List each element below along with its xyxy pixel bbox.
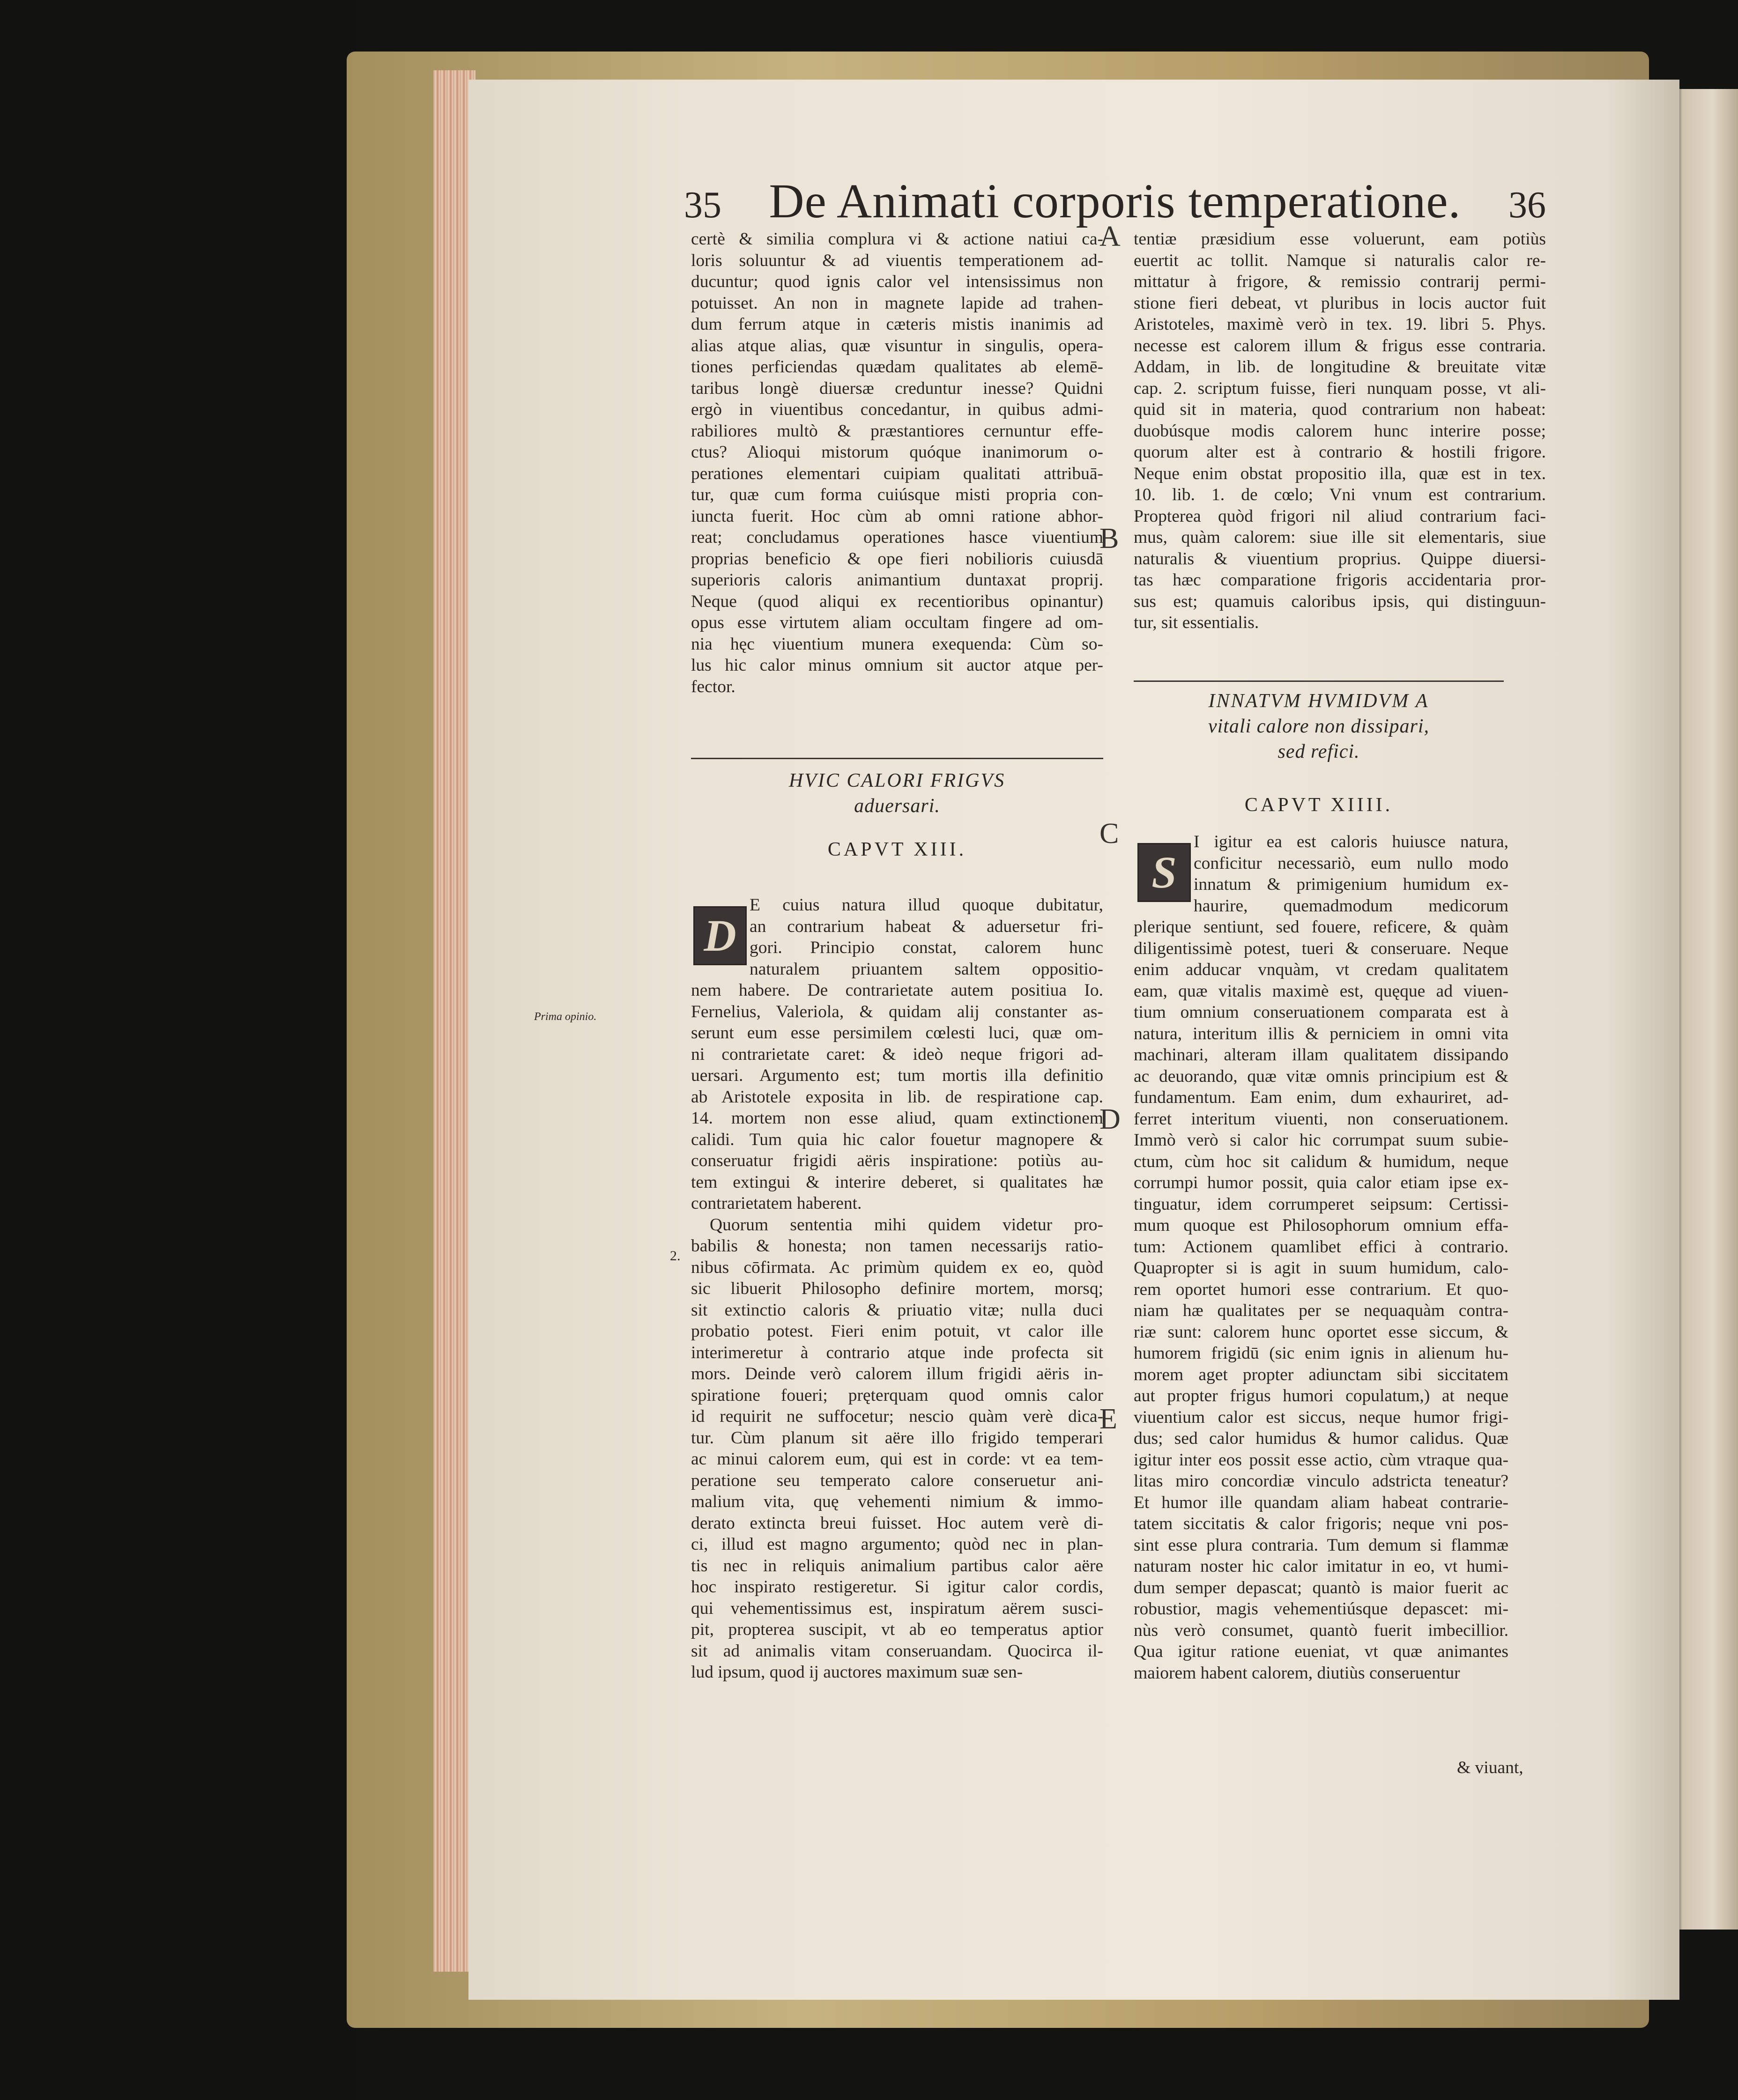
right-column-rule <box>1134 680 1504 682</box>
right-chapter-heading <box>1134 688 1504 764</box>
text-line: E cuius natura illud quoque dubitatur, <box>750 895 1103 915</box>
text-line: malium vita, quę vehementi nimium & immo- <box>691 1492 1103 1511</box>
text-line: potuisset. An non in magnete lapide ad trahen- <box>691 293 1103 313</box>
text-line: calidi. Tum quia hic calor fouetur magnopere & <box>691 1130 1103 1149</box>
facing-page-edge <box>1675 89 1738 1930</box>
text-line: alias atque alias, quæ visuntur in singulis, opera- <box>691 336 1103 355</box>
text-line: lud ipsum, quod ij auctores maximum suæ sen- <box>691 1663 1023 1682</box>
text-line: enim adducar vnquàm, vt credam qualitatem <box>1134 960 1508 979</box>
left-heading-subline: aduersari. <box>854 795 940 817</box>
text-line: ab Aristotele exposita in lib. de respiratione cap. <box>691 1087 1103 1107</box>
text-line: Neque (quod aliqui ex recentioribus opinantur) <box>691 592 1103 611</box>
text-line: loris soluuntur & ad viuentis temperationem ad- <box>691 251 1103 270</box>
text-line: stione fieri debeat, vt pluribus in locis auctor fuit <box>1134 293 1546 313</box>
margin-note-prima-opinio: Prima opinio. <box>534 1011 597 1023</box>
text-line: igitur inter eos possit esse actio, cùm vtraque qua- <box>1134 1450 1508 1470</box>
text-line: sit extinctio caloris & priuatio vitæ; nulla duci <box>691 1300 1103 1320</box>
text-line: cap. 2. scriptum fuisse, fieri nunquam posse, vt ali- <box>1134 378 1546 398</box>
text-line: taribus longè diuersæ creduntur inesse? Quidni <box>691 378 1103 398</box>
text-line: quid sit in materia, quod contrarium non habeat: <box>1134 400 1546 419</box>
text-line: riæ sunt: calorem hunc oportet esse siccum, & <box>1134 1322 1508 1342</box>
text-line: nem habere. De contrarietate autem positiua Io. <box>691 981 1103 1000</box>
initial-letter-s <box>1137 843 1191 902</box>
margin-number: 2. <box>670 1248 681 1264</box>
right-heading-subline-2: sed refici. <box>1278 741 1360 762</box>
text-line: natura, interitum illis & perniciem in omni vita <box>1134 1024 1508 1043</box>
initial-letter-s-glyph: S <box>1151 847 1177 897</box>
text-line: Neque enim obstat propositio illa, quæ est in tex. <box>1134 464 1546 483</box>
initial-letter-d-glyph: D <box>704 910 736 961</box>
text-line: nibus cōfirmata. Ac primùm quidem ex eo, quòd <box>691 1257 1103 1277</box>
section-marker-e: E <box>1099 1403 1117 1435</box>
text-line: lus hic calor minus omnium sit auctor atque per- <box>691 656 1103 675</box>
text-line: Quapropter si is agit in suum humidum, calo- <box>1134 1258 1508 1278</box>
text-line: naturam noster hic calor imitatur in eo, vt humi- <box>1134 1557 1508 1576</box>
text-line: hoc inspirato restigeretur. Si igitur calor cordis, <box>691 1577 1103 1597</box>
text-line: sint esse plura contraria. Tum demum si flammæ <box>1134 1535 1508 1555</box>
right-caput: CAPVT XIIII. <box>1244 794 1393 816</box>
section-marker-c: C <box>1099 818 1119 850</box>
text-line: Aristoteles, maximè verò in tex. 19. libri 5. Phys. <box>1134 315 1546 334</box>
left-body-block <box>691 980 1103 1683</box>
text-line: Quorum sententia mihi quidem videtur pro- <box>710 1215 1103 1235</box>
text-line: dum semper depascat; quantò is maior fuerit ac <box>1134 1578 1508 1597</box>
text-line: I igitur ea est caloris huiusce natura, <box>1194 832 1508 851</box>
text-line: corrumpi humor possit, quia calor etiam ipse ex- <box>1134 1173 1508 1192</box>
text-line: contrarietatem haberent. <box>691 1194 862 1213</box>
text-line: uersari. Argumento est; tum mortis illa definitio <box>691 1066 1103 1085</box>
text-line: eam, quæ vitalis maximè est, quęque ad viuen- <box>1134 981 1508 1001</box>
text-line: sic libuerit Philosopho definire mortem, morsq; <box>691 1279 1103 1298</box>
right-column-top <box>1134 229 1546 634</box>
text-line: an contrarium habeat & aduersetur fri- <box>750 917 1103 936</box>
text-line: spiratione foueri; pręterquam quod omnis calor <box>691 1385 1103 1405</box>
text-line: tur. Cùm planum sit aëre illo frigido temperari <box>691 1428 1103 1448</box>
text-line: perationes elementari cuipiam qualitati attribuā- <box>691 464 1103 483</box>
text-line: ergò in viuentibus concedantur, in quibus admi- <box>691 400 1103 419</box>
right-body-block <box>1134 917 1508 1684</box>
text-line: 14. mortem non esse aliud, quam extinctionem <box>691 1109 1103 1128</box>
text-line: tinguatur, idem corrumperet seipsum: Certissi- <box>1134 1194 1508 1214</box>
text-line: nia hęc viuentium munera exequenda: Cùm so- <box>691 634 1103 654</box>
right-heading-line: INNATVM HVMIDVM A <box>1208 690 1429 712</box>
text-line: quorum alter est à contrario & hostili frigore. <box>1134 443 1546 462</box>
text-line: tium omnium conseruationem comparata est à <box>1134 1003 1508 1022</box>
text-line: mum quoque est Philosophorum omnium effa- <box>1134 1216 1508 1235</box>
text-line: haurire, quemadmodum medicorum <box>1194 896 1508 916</box>
text-line: id requirit ne suffocetur; nescio quàm verè dica- <box>691 1407 1103 1426</box>
text-line: Et humor ille quandam aliam habeat contrarie- <box>1134 1493 1508 1512</box>
initial-letter-d <box>693 906 747 965</box>
section-marker-b: B <box>1099 523 1119 555</box>
text-line: nùs verò consumet, quantò fuerit imbecillior. <box>1134 1620 1508 1640</box>
text-line: tas hæc comparatione frigoris accidentaria pror- <box>1134 570 1546 590</box>
text-line: peratione seu temperato calore conseruetur ani- <box>691 1471 1103 1490</box>
left-column-top <box>691 229 1103 697</box>
folio-left: 35 <box>684 185 721 226</box>
text-line: qui vehementissimus est, inspiratum aërem susci- <box>691 1598 1103 1618</box>
text-line: plerique sentiunt, sed fouere, reficere, & quàm <box>1134 917 1508 937</box>
text-line: tur, sit essentialis. <box>1134 613 1259 632</box>
text-line: conseruatur frigidi aëris inspiratione: potiùs au- <box>691 1151 1103 1170</box>
text-line: 10. lib. 1. de cœlo; Vni vnum est contrarium. <box>1134 485 1546 504</box>
text-line: robustior, magis vehementiúsque depascet: mi- <box>1134 1599 1508 1619</box>
right-heading-subline: vitali calore non dissipari, <box>1208 716 1430 737</box>
text-line: ferret interitum viuenti, non conseruationem. <box>1134 1109 1508 1129</box>
left-caput: CAPVT XIII. <box>827 839 967 860</box>
text-line: naturalis & viuentium proprius. Quippe diuersi- <box>1134 549 1546 569</box>
text-line: necesse est calorem illum & frigus esse contraria. <box>1134 336 1546 355</box>
text-line: sit ad animalis vitam conseruandam. Quocirca il- <box>691 1641 1103 1661</box>
text-line: pit, propterea suscipit, vt ab eo temperatus aptior <box>691 1620 1103 1639</box>
text-line: duobúsque modis calorem hunc interire posse; <box>1134 421 1546 441</box>
text-line: naturalem priuantem saltem oppositio- <box>750 959 1103 979</box>
text-line: conficitur necessariò, eum nullo modo <box>1194 853 1508 873</box>
left-heading-line: HVIC CALORI FRIGVS <box>788 770 1006 791</box>
text-line: sus est; quamuis caloribus ipsis, qui distinguun- <box>1134 592 1546 611</box>
text-line: certè & similia complura vi & actione natiui ca- <box>691 229 1103 249</box>
text-line: rem oportet humori esse contrarium. Et quo- <box>1134 1279 1508 1299</box>
text-line: tur, quæ cum forma cuiúsque misti propria con- <box>691 485 1103 504</box>
text-line: ni contrarietate caret: & ideò neque frigori ad- <box>691 1044 1103 1064</box>
text-line: ac deuorando, quæ vitæ omnis principium est & <box>1134 1066 1508 1086</box>
text-line: superioris caloris animantium duntaxat proprij. <box>691 570 1103 590</box>
text-line: tentiæ præsidium esse voluerunt, eam potiùs <box>1134 229 1546 249</box>
text-line: mors. Deinde verò calorem illum frigidi aëris in- <box>691 1364 1103 1383</box>
text-line: maiorem habent calorem, diutiùs conseruentur <box>1134 1663 1460 1683</box>
running-title: De Animati corporis temperatione. <box>769 174 1461 228</box>
dark-background <box>0 0 356 2100</box>
text-line: proprias beneficio & ope fieri nobilioris cuiusdā <box>691 549 1103 569</box>
text-line: litas miro concordiæ vinculo adstricta teneatur? <box>1134 1471 1508 1491</box>
right-indent-block <box>1194 831 1508 917</box>
text-line: Addam, in lib. de longitudine & breuitate vitæ <box>1134 357 1546 377</box>
text-line: ducuntur; quod ignis calor vel intensissimus non <box>691 272 1103 291</box>
text-line: Immò verò si calor hic corrumpat suum subie- <box>1134 1131 1508 1150</box>
text-line: ac minui calorem eum, qui est in corde: vt ea tem- <box>691 1449 1103 1469</box>
text-line: tiones perficiendas quædam qualitates ab elemē- <box>691 357 1103 377</box>
text-line: diligentissimè potest, tueri & conseruare. Neque <box>1134 939 1508 958</box>
text-line: mittatur à frigore, & remissio contrarij permi- <box>1134 272 1546 291</box>
text-line: fundamentum. Eam enim, dum exhauriret, ad- <box>1134 1088 1508 1107</box>
text-line: tatem siccitatis & calor frigoris; neque vni pos- <box>1134 1514 1508 1533</box>
text-line: reat; concludamus operationes hasce viuentium <box>691 528 1103 547</box>
text-line: ci, illud est magno argumento; quòd nec in plan- <box>691 1535 1103 1554</box>
text-line: probatio potest. Fieri enim potuit, vt calor ille <box>691 1322 1103 1341</box>
text-line: Qua igitur ratione eueniat, vt quæ animantes <box>1134 1642 1508 1661</box>
text-line: opus esse virtutem aliam occultam fingere ad om- <box>691 613 1103 632</box>
section-marker-d: D <box>1099 1103 1121 1135</box>
folio-right: 36 <box>1508 185 1546 226</box>
text-line: mus, quàm calorem: siue ille sit elementaris, siue <box>1134 528 1546 547</box>
text-line: ctus? Alioqui mistorum quóque inanimorum o- <box>691 443 1103 462</box>
text-line: Fernelius, Valeriola, & quidam alij constanter as- <box>691 1002 1103 1021</box>
text-line: iuncta fuerit. Hoc cùm ab omni ratione abhor- <box>691 506 1103 526</box>
text-line: interimeretur à contrario atque inde profecta sit <box>691 1343 1103 1362</box>
section-marker-a: A <box>1099 221 1121 252</box>
text-line: viuentium calor est siccus, neque humor frigi- <box>1134 1407 1508 1427</box>
text-line: tem extingui & interire deberet, si qualitates hæ <box>691 1172 1103 1192</box>
left-column-rule <box>691 758 1103 759</box>
text-line: dum ferrum atque in cæteris mistis inanimis ad <box>691 315 1103 334</box>
text-line: rabiliores multò & præstantiores cernuntur effe- <box>691 421 1103 441</box>
text-line: ctum, cùm hoc sit calidum & humidum, neque <box>1134 1152 1508 1171</box>
text-line: innatum & primigenium humidum ex- <box>1194 875 1508 894</box>
text-line: euertit ac tollit. Namque si naturalis calor re- <box>1134 251 1546 270</box>
text-line: aut propter frigus humori copulatum,) at neque <box>1134 1386 1508 1405</box>
text-line: Propterea quòd frigori nil aliud contrarium faci- <box>1134 506 1546 526</box>
text-line: tis nec in reliquis animalium partibus calor aëre <box>691 1556 1103 1575</box>
text-line: humorem frigidū (sic enim ignis in alienum hu- <box>1134 1344 1508 1363</box>
text-line: morem aget propter adiunctam sibi siccitatem <box>1134 1365 1508 1384</box>
text-line: serunt eum esse persimilem cœlesti luci, quæ om- <box>691 1023 1103 1043</box>
text-line: gori. Principio constat, calorem hunc <box>750 938 1103 957</box>
text-line: derato extincta breui fuisset. Hoc autem verè di- <box>691 1513 1103 1533</box>
text-line: dus; sed calor humidus & humor calidus. Quæ <box>1134 1429 1508 1448</box>
catchword: & viuant, <box>1457 1758 1523 1777</box>
text-line: tum: Actionem quamlibet effici à contrario. <box>1134 1237 1508 1257</box>
text-line: fector. <box>691 677 735 696</box>
text-line: machinari, alteram illam qualitatem dissipando <box>1134 1045 1508 1065</box>
left-chapter-heading <box>691 768 1103 819</box>
text-line: niam hæ qualitates per se nequaquàm contra- <box>1134 1301 1508 1320</box>
text-line: babilis & honesta; non tamen necessarijs ratio- <box>691 1236 1103 1256</box>
left-indent-block <box>750 895 1103 980</box>
